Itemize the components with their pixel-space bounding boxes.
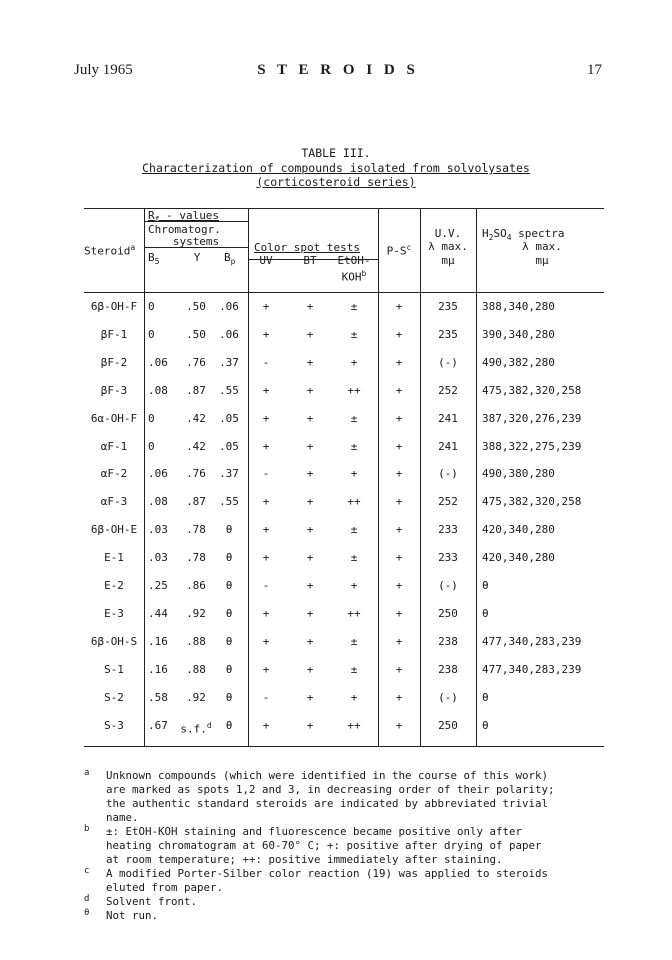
cell-y: .42	[186, 439, 206, 453]
footnote-line: heating chromatogram at 60-70° C; +: positive after drying of paper	[106, 839, 542, 852]
cell-ps: +	[395, 523, 403, 537]
cell-bt: +	[306, 355, 314, 369]
table-caption-line-1: Characterization of compounds isolated from solvolysates	[142, 161, 530, 175]
cell-steroid: S-2	[104, 690, 124, 704]
cell-uvmax: 233	[438, 523, 458, 537]
cell-h2so4: θ	[482, 579, 489, 592]
cell-uv: -	[262, 355, 270, 369]
cell-etoh: ±	[350, 551, 358, 565]
cell-ps: +	[395, 383, 403, 397]
header-b5: $B_5$	[148, 251, 160, 267]
cell-h2so4: 490,382,280	[482, 355, 555, 369]
cell-ps: +	[395, 606, 403, 620]
footnotes	[84, 769, 604, 923]
cell-y: .88	[186, 662, 206, 676]
cell-b5: .16	[148, 662, 168, 676]
cell-steroid: S-3	[104, 718, 124, 732]
cell-b5: .06	[148, 467, 168, 481]
header-y: Y	[193, 251, 201, 264]
header-rf-values: $R_f$ - values	[148, 209, 220, 225]
cell-uv: -	[262, 467, 270, 481]
cell-uv: -	[262, 690, 270, 704]
cell-etoh: ±	[350, 300, 358, 313]
header-uv-max-2: λ max.	[428, 240, 468, 253]
cell-uvmax: 238	[438, 662, 458, 676]
cell-h2so4: 388,340,280	[482, 300, 555, 313]
cell-y: .78	[186, 523, 206, 537]
col-rule-color	[248, 208, 249, 746]
cell-uvmax: (-)	[438, 690, 458, 704]
cell-uv: +	[262, 718, 270, 732]
cell-etoh: ±	[350, 634, 358, 648]
cell-bp: .37	[219, 467, 239, 481]
footnote-mark: b	[84, 824, 90, 834]
cell-steroid: S-1	[104, 662, 124, 676]
cell-etoh: +	[350, 467, 358, 481]
cell-bp: θ	[225, 690, 233, 704]
table-bottom-rule	[84, 746, 604, 747]
cell-b5: 0	[148, 411, 155, 425]
header-koh: KOH$^b$	[341, 269, 367, 284]
cell-h2so4: 390,340,280	[482, 327, 555, 341]
cell-h2so4: 388,322,275,239	[482, 439, 582, 453]
cell-steroid: αF-1	[100, 439, 128, 453]
cell-bt: +	[306, 606, 314, 620]
cell-uv: +	[262, 662, 270, 676]
cell-bt: +	[306, 383, 314, 397]
cell-y: .86	[186, 579, 206, 592]
cell-bt: +	[306, 439, 314, 453]
cell-uvmax: 241	[438, 439, 458, 453]
cell-b5: .44	[148, 606, 168, 620]
cell-uv: +	[262, 439, 270, 453]
cell-etoh: ±	[350, 439, 358, 453]
footnote	[84, 769, 604, 825]
cell-steroid: βF-2	[100, 355, 128, 369]
cell-bp: .05	[219, 411, 239, 425]
cell-bt: +	[306, 411, 314, 425]
cell-b5: .25	[148, 579, 168, 592]
cell-bt: +	[306, 551, 314, 565]
cell-uvmax: 235	[438, 300, 458, 313]
cell-uv: +	[262, 411, 270, 425]
cell-etoh: ±	[350, 662, 358, 676]
cell-steroid: 6β-OH-E	[90, 523, 138, 537]
page-header	[74, 62, 602, 86]
header-date: July 1965	[74, 62, 133, 78]
cell-bt: +	[306, 495, 314, 509]
cell-y: .42	[186, 411, 206, 425]
cell-h2so4: θ	[482, 690, 489, 704]
header-ps: $P-S^c$	[386, 243, 412, 258]
cell-bp: .55	[219, 495, 239, 509]
cell-bt: +	[306, 523, 314, 537]
cell-uvmax: 252	[438, 495, 458, 509]
footnote	[84, 825, 604, 867]
cell-ps: +	[395, 355, 403, 369]
cell-b5: .03	[148, 551, 168, 565]
cell-ps: +	[395, 690, 403, 704]
header-h2so4-spectra: $H_2SO_4$ spectra	[482, 227, 565, 243]
cell-y: .50	[186, 327, 206, 341]
cell-bt: +	[306, 300, 314, 313]
cell-uv: +	[262, 523, 270, 537]
cell-y: .92	[186, 690, 206, 704]
cell-bt: +	[306, 662, 314, 676]
cell-bt: +	[306, 690, 314, 704]
header-page-number: 17	[587, 62, 602, 78]
cell-y: .88	[186, 634, 206, 648]
cell-steroid: βF-1	[100, 327, 128, 341]
header-systems: systems	[172, 235, 220, 248]
table-caption-line-2: (corticosteroid series)	[256, 175, 416, 189]
cell-etoh: +	[350, 579, 358, 592]
cell-uv: +	[262, 300, 270, 313]
cell-etoh: ++	[347, 495, 361, 509]
cell-etoh: ++	[347, 718, 361, 732]
cell-y: s.f.$^d$	[180, 720, 212, 736]
footnote-line: name.	[106, 811, 139, 824]
footnote-line: Solvent front.	[106, 895, 198, 908]
cell-ps: +	[395, 495, 403, 509]
cell-h2so4: 477,340,283,239	[482, 634, 582, 648]
footnote-line: ±: EtOH-KOH staining and fluorescence became positive only after	[106, 825, 523, 838]
cell-etoh: ±	[350, 327, 358, 341]
footnote-line: eluted from paper.	[106, 881, 224, 894]
header-h2so4-unit: mμ	[535, 254, 549, 267]
cell-uv: +	[262, 383, 270, 397]
cell-uv: +	[262, 495, 270, 509]
cell-bp: θ	[225, 662, 233, 676]
table-title: TABLE III.	[301, 146, 371, 160]
footnote-mark: d	[84, 894, 90, 904]
cell-bp: θ	[225, 718, 233, 732]
cell-y: .78	[186, 551, 206, 565]
cell-ps: +	[395, 634, 403, 648]
cell-steroid: E-1	[104, 551, 124, 565]
cell-b5: .67	[148, 718, 168, 732]
cell-ps: +	[395, 662, 403, 676]
cell-uv: -	[262, 579, 270, 592]
cell-bt: +	[306, 579, 314, 592]
cell-steroid: αF-2	[100, 467, 128, 481]
cell-steroid: 6β-OH-F	[90, 300, 138, 313]
cell-bp: .55	[219, 383, 239, 397]
col-rule-rf	[144, 208, 145, 746]
cell-bp: θ	[225, 579, 233, 592]
cell-b5: .08	[148, 495, 168, 509]
cell-uvmax: 233	[438, 551, 458, 565]
cell-bp: θ	[225, 634, 233, 648]
footnote	[84, 867, 604, 895]
cell-uvmax: 250	[438, 606, 458, 620]
cell-b5: .08	[148, 383, 168, 397]
cell-bt: +	[306, 467, 314, 481]
cell-uvmax: (-)	[438, 355, 458, 369]
footnote-line: at room temperature; ++: positive immediately after staining.	[106, 853, 503, 866]
cell-etoh: +	[350, 690, 358, 704]
cell-ps: +	[395, 300, 403, 313]
cell-steroid: 6α-OH-F	[90, 411, 138, 425]
footnote-line: A modified Porter-Silber color reaction (19) was applied to steroids	[106, 867, 549, 880]
cell-ps: +	[395, 327, 403, 341]
cell-h2so4: 490,380,280	[482, 467, 555, 481]
col-rule-uv	[420, 208, 421, 746]
cell-y: .50	[186, 300, 206, 313]
cell-uv: +	[262, 327, 270, 341]
cell-bt: +	[306, 634, 314, 648]
cell-h2so4: θ	[482, 718, 489, 732]
cell-b5: .58	[148, 690, 168, 704]
header-etoh: EtOH-	[337, 254, 371, 267]
cell-uv: +	[262, 634, 270, 648]
cell-steroid: βF-3	[100, 383, 128, 397]
footnote-line: the authentic standard steroids are indicated by abbreviated trivial	[106, 797, 549, 810]
cell-uvmax: 252	[438, 383, 458, 397]
cell-b5: 0	[148, 327, 155, 341]
footnote	[84, 909, 604, 923]
cell-uvmax: 250	[438, 718, 458, 732]
cell-b5: 0	[148, 439, 155, 453]
cell-etoh: +	[350, 355, 358, 369]
cell-uvmax: 238	[438, 634, 458, 648]
cell-etoh: ++	[347, 606, 361, 620]
cell-h2so4: 475,382,320,258	[482, 383, 582, 397]
cell-b5: .03	[148, 523, 168, 537]
footnote-mark: θ	[84, 908, 90, 918]
header-bt: BT	[303, 254, 317, 267]
cell-y: .76	[186, 355, 206, 369]
cell-steroid: αF-3	[100, 495, 128, 509]
footnote-mark: a	[84, 768, 90, 778]
cell-bp: .05	[219, 439, 239, 453]
cell-steroid: 6β-OH-S	[90, 634, 138, 648]
cell-y: .92	[186, 606, 206, 620]
cell-uvmax: 241	[438, 411, 458, 425]
footnote-line: Not run.	[106, 909, 159, 922]
footnote-line: Unknown compounds (which were identified in the course of this work)	[106, 769, 549, 782]
cell-ps: +	[395, 439, 403, 453]
cell-bp: .37	[219, 355, 239, 369]
cell-uv: +	[262, 606, 270, 620]
cell-steroid: E-3	[104, 606, 124, 620]
cell-h2so4: 475,382,320,258	[482, 495, 582, 509]
header-journal: S T E R O I D S	[257, 62, 419, 78]
header-uv: UV	[259, 254, 273, 267]
cell-bp: .06	[219, 327, 239, 341]
cell-h2so4: θ	[482, 606, 489, 620]
cell-bt: +	[306, 327, 314, 341]
cell-ps: +	[395, 718, 403, 732]
cell-y: .76	[186, 467, 206, 481]
cell-ps: +	[395, 411, 403, 425]
cell-h2so4: 387,320,276,239	[482, 411, 582, 425]
cell-b5: 0	[148, 300, 155, 313]
cell-uvmax: (-)	[438, 467, 458, 481]
cell-y: .87	[186, 495, 206, 509]
footnote	[84, 895, 604, 909]
header-steroid: Steroid$^a$	[84, 243, 136, 258]
data-table	[84, 208, 604, 748]
cell-uv: +	[262, 551, 270, 565]
cell-y: .87	[186, 383, 206, 397]
cell-uvmax: 235	[438, 327, 458, 341]
cell-h2so4: 477,340,283,239	[482, 662, 582, 676]
cell-b5: .06	[148, 355, 168, 369]
header-bottom-rule	[84, 292, 604, 293]
header-bp: $B_p$	[224, 251, 236, 267]
cell-ps: +	[395, 579, 403, 592]
cell-bt: +	[306, 718, 314, 732]
footnote-mark: c	[84, 866, 90, 876]
cell-steroid: E-2	[104, 579, 124, 592]
cell-bp: θ	[225, 551, 233, 565]
header-uv-max-1: U.V.	[434, 227, 462, 240]
header-uv-max-3: mμ	[441, 254, 455, 267]
cell-ps: +	[395, 551, 403, 565]
col-rule-h2so4	[476, 208, 477, 746]
cell-uvmax: (-)	[438, 579, 458, 592]
cell-etoh: ±	[350, 411, 358, 425]
cell-h2so4: 420,340,280	[482, 523, 555, 537]
cell-etoh: ++	[347, 383, 361, 397]
cell-bp: θ	[225, 523, 233, 537]
col-rule-ps	[378, 208, 379, 746]
cell-bp: θ	[225, 606, 233, 620]
cell-bp: .06	[219, 300, 239, 313]
header-chromatogr: Chromatogr.	[148, 223, 221, 236]
header-h2so4-lambda: λ max.	[522, 240, 562, 253]
cell-etoh: ±	[350, 523, 358, 537]
footnote-line: are marked as spots 1,2 and 3, in decreasing order of their polarity;	[106, 783, 555, 796]
cell-ps: +	[395, 467, 403, 481]
cell-h2so4: 420,340,280	[482, 551, 555, 565]
header-color-spot-tests: Color spot tests	[254, 241, 360, 254]
cell-b5: .16	[148, 634, 168, 648]
